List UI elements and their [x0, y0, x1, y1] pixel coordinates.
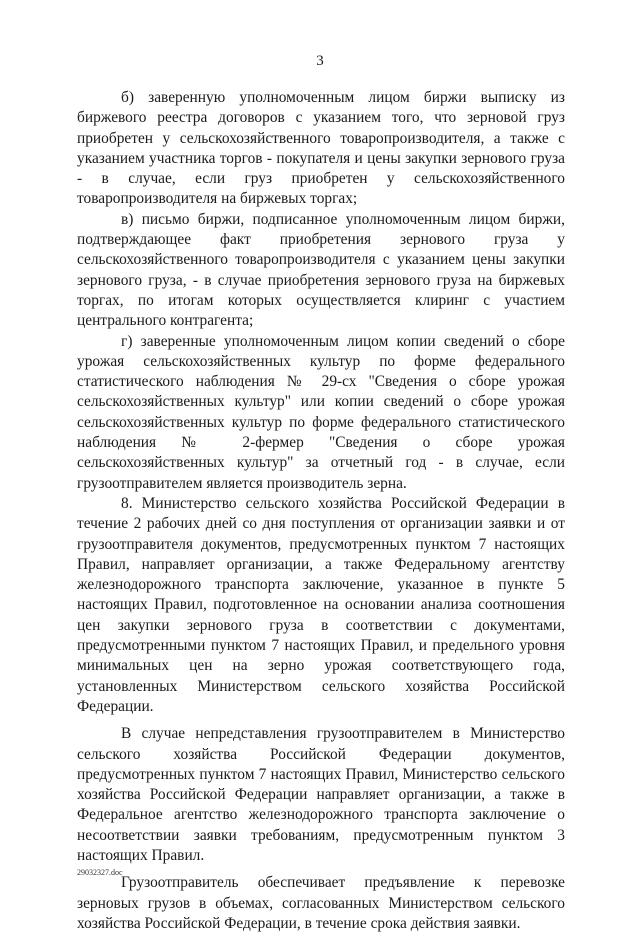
paragraph-8: 8. Министерство сельского хозяйства Российской Федерации в течение 2 рабочих дней со дня поступления от организации заявки и от грузоотправителя документов, предусмотренных пунктом 7 настоящих Правил, направляет организации, а также Федеральному агентству железнодорожного транспорта заключение, указанное в пункте 5 настоящих Правил, подготовленное на основании анализа соотношения цен закупки зернового груза в соответствии с документами, предусмотренными пунктом 7 настоящих Правил, и предельного уровня минимальных цен на зерно урожая соответствующего года, установленных Министерством сельского хозяйства Российской Федерации.	[77, 494, 565, 715]
file-reference: 29032327.doc	[77, 868, 123, 877]
page-number: 3	[316, 53, 324, 69]
paragraph-shipper-obligation: Грузоотправитель обеспечивает предъявление к перевозке зерновых грузов в объемах, согласованных Министерством сельского хозяйства Российской Федерации, в течение срока действия заявки.	[77, 874, 565, 932]
paragraph-g: г) заверенные уполномоченным лицом копии сведений о сборе урожая сельскохозяйственных культур по форме федерального статистического наблюдения № 29-сх "Сведения о сборе урожая сельскохозяйственных культур" или копии сведений о сборе урожая сельскохозяйственных культур по форме федерального статистического наблюдения № 2-фермер "Сведения о сборе урожая сельскохозяйственных культур" за отчетный год - в случае, если грузоотправителем является производитель зерна.	[77, 332, 565, 492]
paragraph-b: б) заверенную уполномоченным лицом биржи выписку из биржевого реестра договоров с указанием того, что зерновой груз приобретен у сельскохозяйственного товаропроизводителя, а также с указанием участника торгов - покупателя и цены закупки зернового груза - в случае, если груз приобретен у сельскохозяйственного товаропроизводителя на биржевых торгах;	[77, 89, 565, 208]
document-body	[77, 88, 565, 934]
paragraph-v: в) письмо биржи, подписанное уполномоченным лицом биржи, подтверждающее факт приобретения зернового груза у сельскохозяйственного товаропроизводителя с указанием цены закупки зернового груза, - в случае приобретения зернового груза на биржевых торгах, по итогам которых осуществляется клиринг с участием центрального контрагента;	[77, 210, 565, 330]
paragraph-non-submission: В случае непредставления грузоотправителем в Министерство сельского хозяйства Российской Федерации документов, предусмотренных пунктом 7 настоящих Правил, Министерство сельского хозяйства Российской Федерации направляет организации, а также в Федеральное агентство железнодорожного транспорта заключение о несоответствии заявки требованиям, предусмотренным пунктом 3 настоящих Правил.	[77, 725, 565, 864]
